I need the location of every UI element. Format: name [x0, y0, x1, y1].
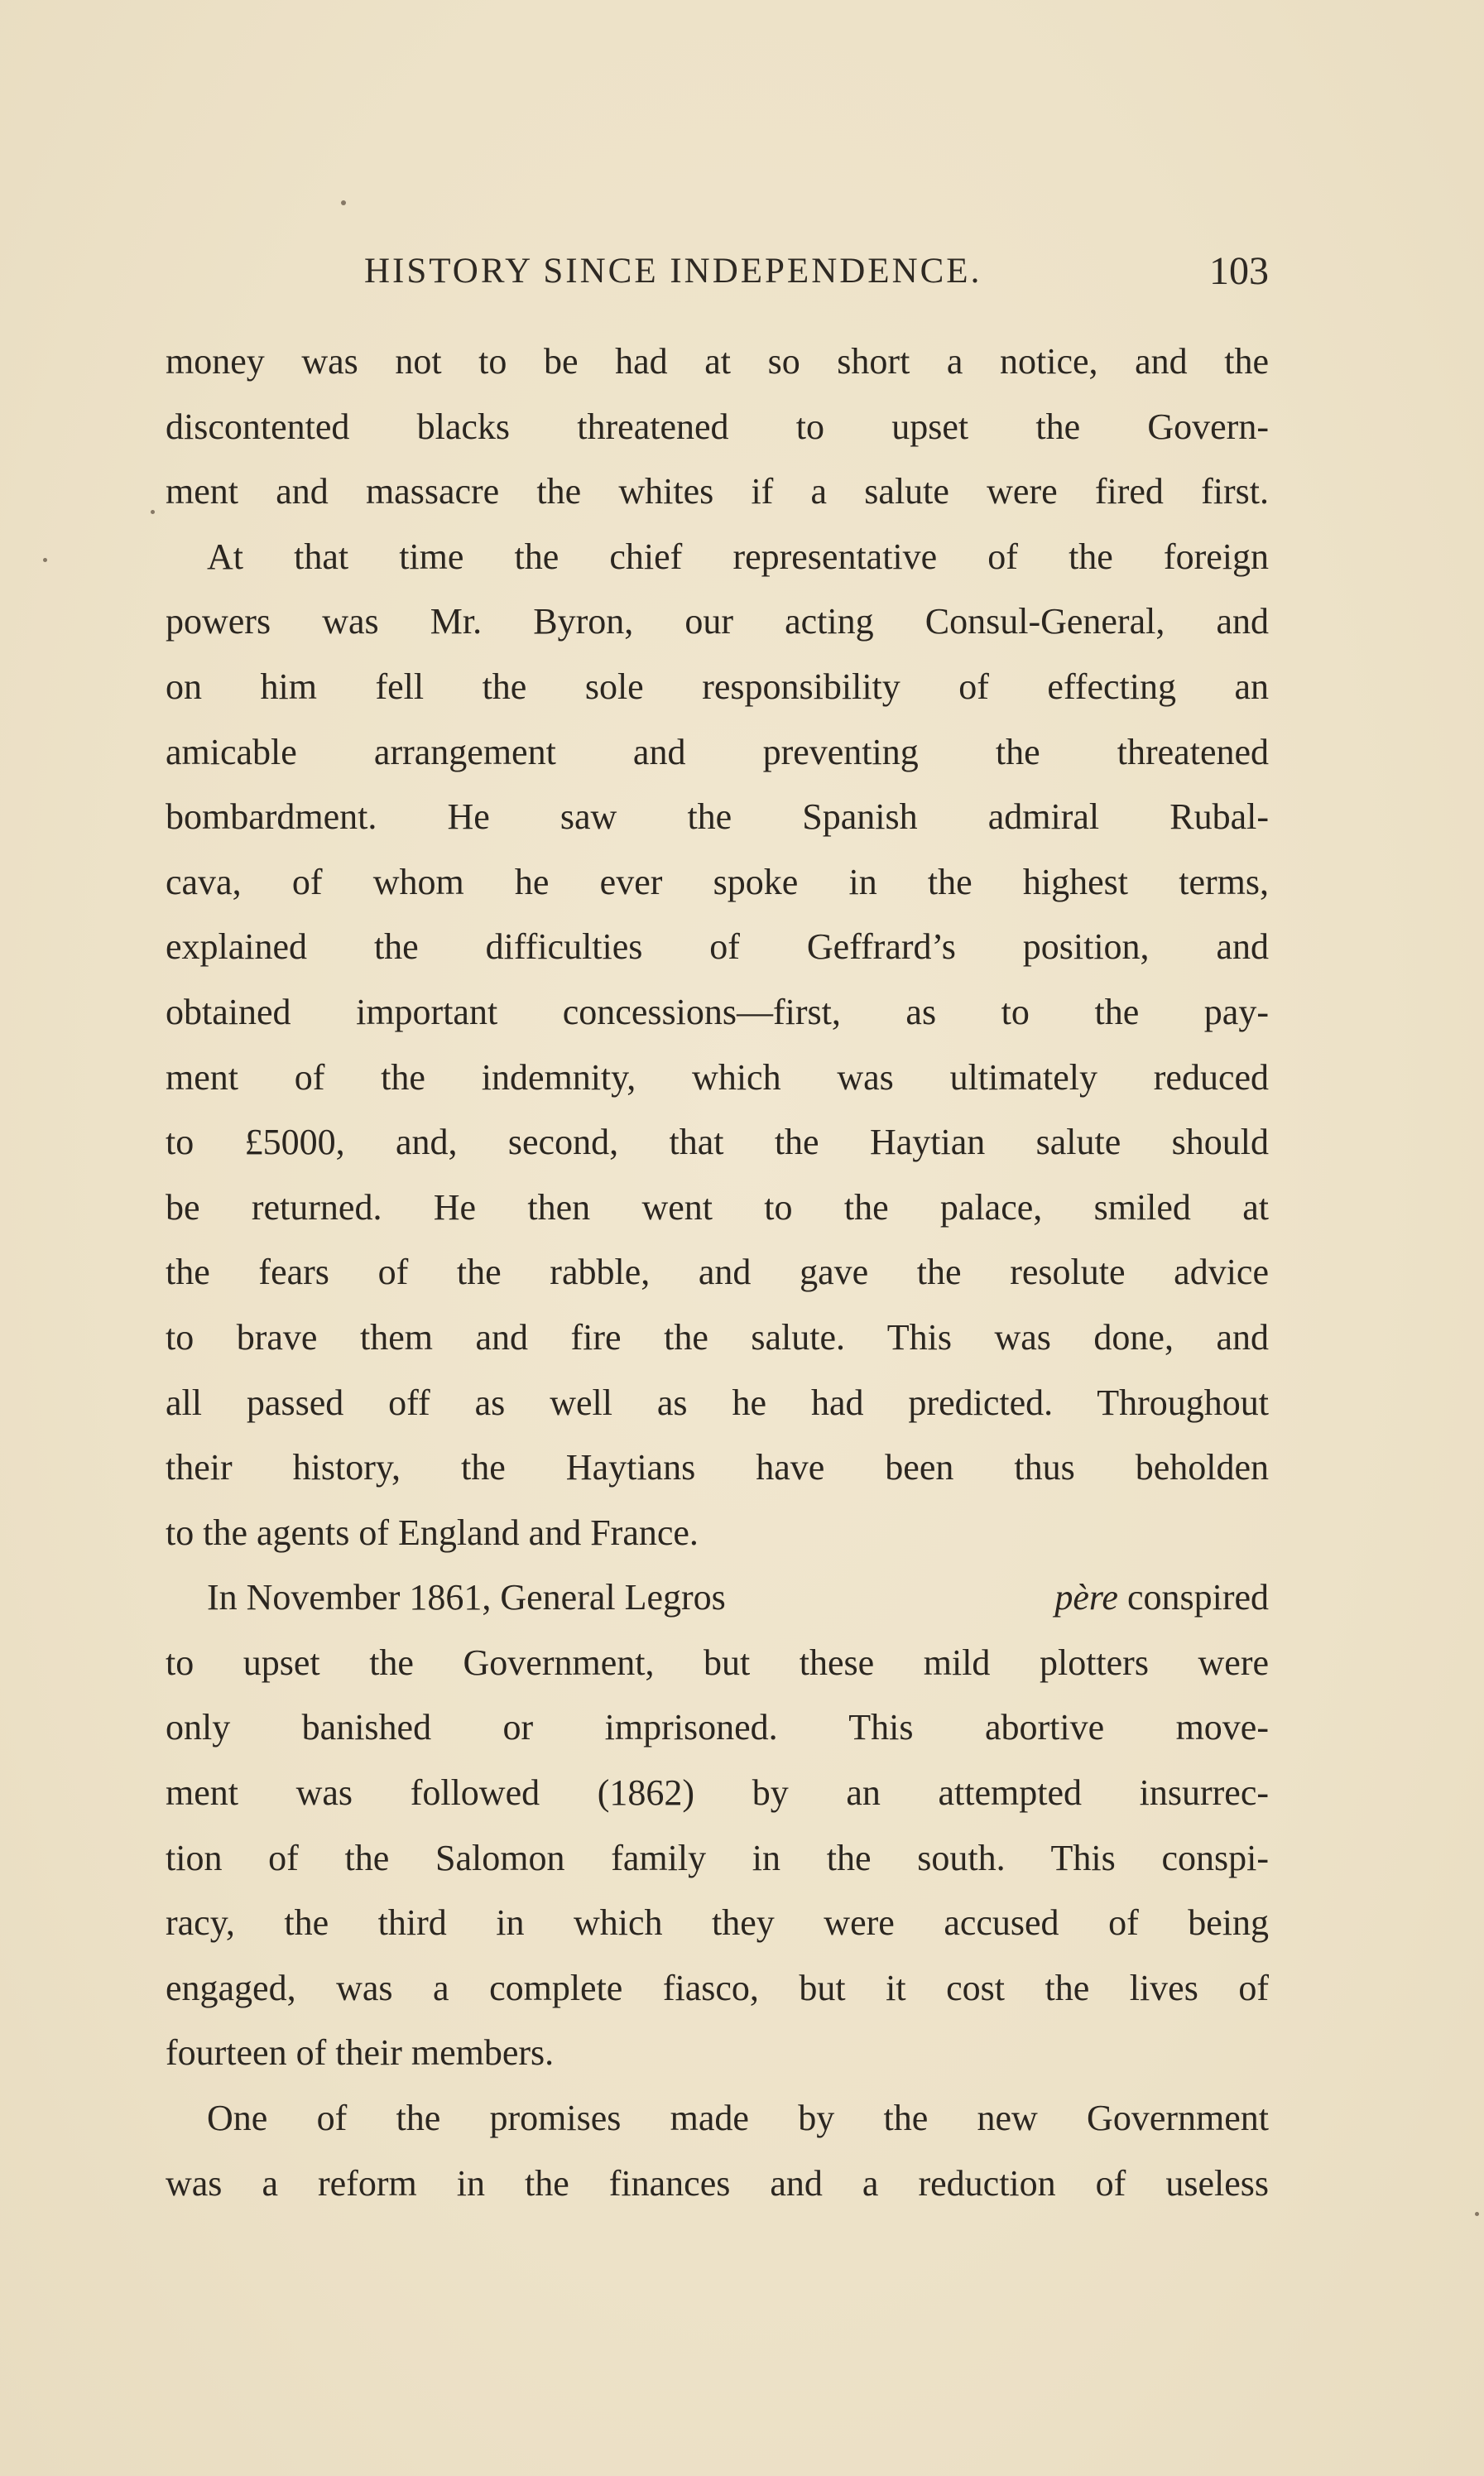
text-line: ment of the indemnity, which was ultimately reduced [166, 1056, 1269, 1098]
text-line: to £5000, and, second, that the Haytian salute should [166, 1122, 1269, 1163]
text-line: discontented blacks threatened to upset the Govern- [166, 406, 1269, 447]
page-number: 103 [1209, 249, 1269, 293]
text-line: obtained important concessions—first, as to the pay- [166, 991, 1269, 1032]
text-line: amicable arrangement and preventing the threatened [166, 731, 1269, 772]
text-line: tion of the Salomon family in the south. This conspi- [166, 1837, 1269, 1878]
text-line: on him fell the sole responsibility of effecting an [166, 666, 1269, 707]
paper-speck [151, 510, 155, 514]
page-header [166, 247, 1269, 296]
text-line: all passed off as well as he had predicted. Throughout [166, 1382, 1269, 1423]
text-line: only banished or imprisoned. This abortive move- [166, 1707, 1269, 1748]
text-line: ment and massacre the whites if a salute were fired first. [166, 471, 1269, 512]
paragraph-first-line: One of the promises made by the new Government [207, 2098, 1269, 2139]
text-line: fourteen of their members. [166, 2032, 555, 2074]
running-head: HISTORY SINCE INDEPENDENCE. [364, 252, 982, 291]
text-segment: In November 1861, General Legros [207, 1577, 735, 1618]
text-line: cava, of whom he ever spoke in the highest terms, [166, 861, 1269, 902]
paper-speck [1475, 2212, 1479, 2216]
text-line: was a reform in the finances and a reduction of useless [166, 2162, 1269, 2204]
text-line: be returned. He then went to the palace, smiled at [166, 1186, 1269, 1228]
text-line: the fears of the rabble, and gave the resolute advice [166, 1252, 1269, 1293]
text-line: to the agents of England and France. [166, 1512, 699, 1553]
body-text [166, 329, 1269, 2216]
text-line: engaged, was a complete fiasco, but it cost the lives of [166, 1967, 1269, 2008]
text-line: to upset the Government, but these mild plotters were [166, 1642, 1269, 1683]
text-line: bombardment. He saw the Spanish admiral Rubal- [166, 796, 1269, 838]
paragraph-first-line [166, 1565, 1269, 1631]
text-line: powers was Mr. Byron, our acting Consul-General, and [166, 601, 1269, 642]
text-line: to brave them and fire the salute. This was done, and [166, 1316, 1269, 1358]
text-line: their history, the Haytians have been thus beholden [166, 1447, 1269, 1488]
paragraph-first-line: At that time the chief representative of the foreign [207, 536, 1269, 577]
text-segment: conspired [1117, 1577, 1269, 1618]
italic-word: père [1054, 1577, 1118, 1618]
text-line: explained the difficulties of Geffrard’s position, and [166, 926, 1269, 968]
paper-speck [43, 558, 47, 562]
text-line: ment was followed (1862) by an attempted insurrec- [166, 1772, 1269, 1814]
paper-speck [341, 200, 346, 205]
text-line: money was not to be had at so short a notice, and the [166, 341, 1269, 382]
text-line: racy, the third in which they were accused of being [166, 1902, 1269, 1944]
